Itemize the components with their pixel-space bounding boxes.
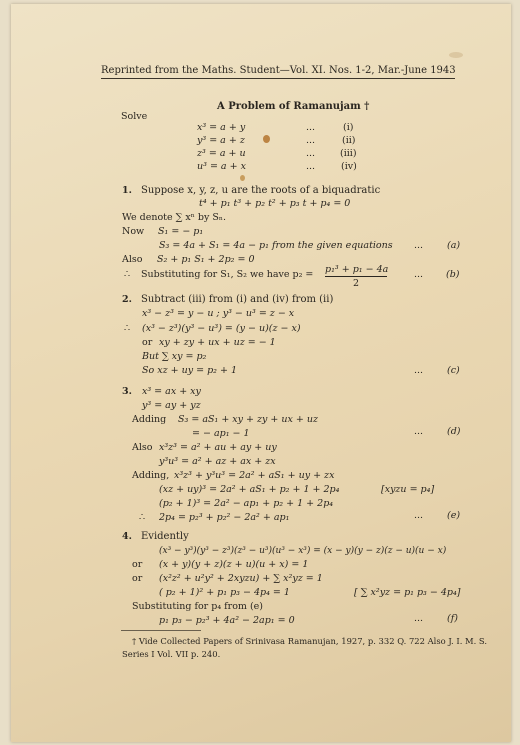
ellipsis: ... — [414, 365, 424, 376]
ellipsis: ... — [306, 161, 316, 172]
ellipsis: ... — [414, 613, 424, 624]
header-rule — [101, 78, 455, 79]
s2-equation: S₂ + p₁ S₁ + 2p₂ = 0 — [157, 254, 255, 265]
rust-stain — [240, 175, 245, 181]
final-equation: p₁ p₃ − p₂³ + 4a² − 2ap₁ = 0 — [159, 615, 295, 626]
sum-equation: xy + zy + ux + uz = − 1 — [159, 337, 276, 348]
equation-tag: (d) — [447, 426, 461, 437]
s3-sum-equation: S₃ = aS₁ + xy + zy + ux + uz — [178, 414, 318, 425]
page-title: A Problem of Ramanujam † — [217, 101, 370, 112]
y-cube-equation: y³ = ay + yz — [142, 400, 201, 411]
yu-product: y³u³ = a² + az + ax + zx — [159, 456, 276, 467]
equation-tag: (a) — [447, 240, 461, 251]
or-label: or — [132, 559, 143, 570]
equation-iv: u³ = a + x — [197, 161, 246, 172]
section-number: 4. — [122, 531, 132, 542]
cube-of-sum: (xz + uy)³ = 2a² + aS₁ + p₂ + 1 + 2p₄ — [159, 484, 340, 495]
equation-tag: (f) — [447, 613, 458, 624]
substitution-line: Substituting for p₄ from (e) — [132, 601, 263, 612]
p-relation: ( p₂ + 1)² + p₁ p₃ − 4p₄ = 1 — [159, 587, 290, 598]
ellipsis: ... — [306, 148, 316, 159]
symmetric-sum: (x²z² + u²y² + 2xyzu) + ∑ x²yz = 1 — [159, 573, 323, 584]
but-line: But ∑ xy = p₂ — [142, 351, 207, 362]
adding-label: Adding, — [132, 470, 170, 481]
tape-mark — [449, 52, 463, 58]
section-number: 1. — [122, 185, 132, 196]
footnote-line-1: † Vide Collected Papers of Srinivasa Ramanujan, 1927, p. 332 Q. 722 Also J. I. M. S. — [132, 636, 488, 646]
section-1-intro: Suppose x, y, z, u are the roots of a biquadratic — [141, 185, 381, 196]
bracket-note: [ ∑ x²yz = p₁ p₃ − 4p₄] — [354, 587, 461, 598]
equation-tag: (b) — [446, 269, 460, 280]
equation-tag: (c) — [447, 365, 460, 376]
denote-line: We denote ∑ xⁿ by Sₙ. — [122, 212, 227, 223]
adding-result: x³z³ + y³u³ = 2a² + aS₁ + uy + zx — [174, 470, 335, 481]
fraction-denominator: 2 — [353, 278, 360, 289]
solve-label: Solve — [121, 111, 148, 122]
equation-tag: (ii) — [342, 135, 356, 146]
pair-sum-product: (x + y)(y + z)(z + u)(u + x) = 1 — [159, 559, 309, 570]
section-number: 2. — [122, 294, 132, 305]
also-label: Also — [122, 254, 143, 265]
equation-ii: y³ = a + z — [197, 135, 245, 146]
header-citation: Reprinted from the Maths. Student—Vol. XI. Nos. 1-2, Mar.-June 1943 — [101, 65, 456, 76]
product-equation: (x³ − z³)(y³ − u³) = (y − u)(z − x) — [142, 323, 301, 334]
ellipsis: ... — [306, 122, 316, 133]
equation-tag: (e) — [447, 510, 461, 521]
ellipsis: ... — [414, 510, 424, 521]
s3-equation: S₃ = 4a + S₁ = 4a − p₁ from the given equations — [159, 240, 393, 251]
evidently-label: Evidently — [141, 531, 189, 542]
adding-label: Adding — [132, 414, 167, 425]
ellipsis: ... — [306, 135, 316, 146]
footnote-rule — [121, 630, 201, 631]
therefore-symbol: ∴ — [139, 512, 146, 523]
substitution-line: Substituting for S₁, S₂ we have p₂ = — [141, 269, 314, 280]
ellipsis: ... — [414, 240, 424, 251]
reprint-page — [11, 4, 511, 742]
section-number: 3. — [122, 386, 132, 397]
ellipsis: ... — [414, 426, 424, 437]
ellipsis: ... — [414, 269, 424, 280]
equation-tag: (iv) — [341, 161, 357, 172]
footnote-line-2: Series I Vol. VII p. 240. — [122, 649, 221, 659]
so-line: So xz + uy = p₂ + 1 — [142, 365, 238, 376]
fraction-bar — [325, 276, 387, 277]
therefore-symbol: ∴ — [124, 323, 131, 334]
biquadratic-equation: t⁴ + p₁ t³ + p₂ t² + p₃ t + p₄ = 0 — [199, 198, 351, 209]
p4-equation: 2p₄ = p₂³ + p₂² − 2a² + ap₁ — [159, 512, 290, 523]
difference-equations: x³ − z³ = y − u ; y³ − u³ = z − x — [142, 308, 295, 319]
rust-stain — [263, 135, 270, 143]
xz-product: x³z³ = a² + au + ay + uy — [159, 442, 277, 453]
now-label: Now — [122, 226, 145, 237]
equation-tag: (i) — [343, 122, 354, 133]
bracket-note: [xyzu = p₄] — [381, 484, 435, 495]
cube-difference-product: (x³ − y³)(y³ − z³)(z³ − u³)(u³ − x³) = (x − y)(y − z)(z − u)(u − x) — [159, 546, 447, 556]
fraction-numerator: p₁³ + p₁ − 4a — [325, 264, 389, 275]
or-label: or — [132, 573, 143, 584]
equation-tag: (iii) — [340, 148, 357, 159]
therefore-symbol: ∴ — [124, 269, 131, 280]
section-2-intro: Subtract (iii) from (i) and (iv) from (ii) — [141, 294, 334, 305]
s3-result: = − ap₁ − 1 — [192, 428, 250, 439]
p2-cube: (p₂ + 1)³ = 2a² − ap₁ + p₂ + 1 + 2p₄ — [159, 498, 334, 509]
also-label: Also — [132, 442, 153, 453]
or-label: or — [142, 337, 153, 348]
s1-equation: S₁ = − p₁ — [158, 226, 204, 237]
equation-iii: z³ = a + u — [197, 148, 246, 159]
x-cube-equation: x³ = ax + xy — [142, 386, 201, 397]
equation-i: x³ = a + y — [197, 122, 246, 133]
